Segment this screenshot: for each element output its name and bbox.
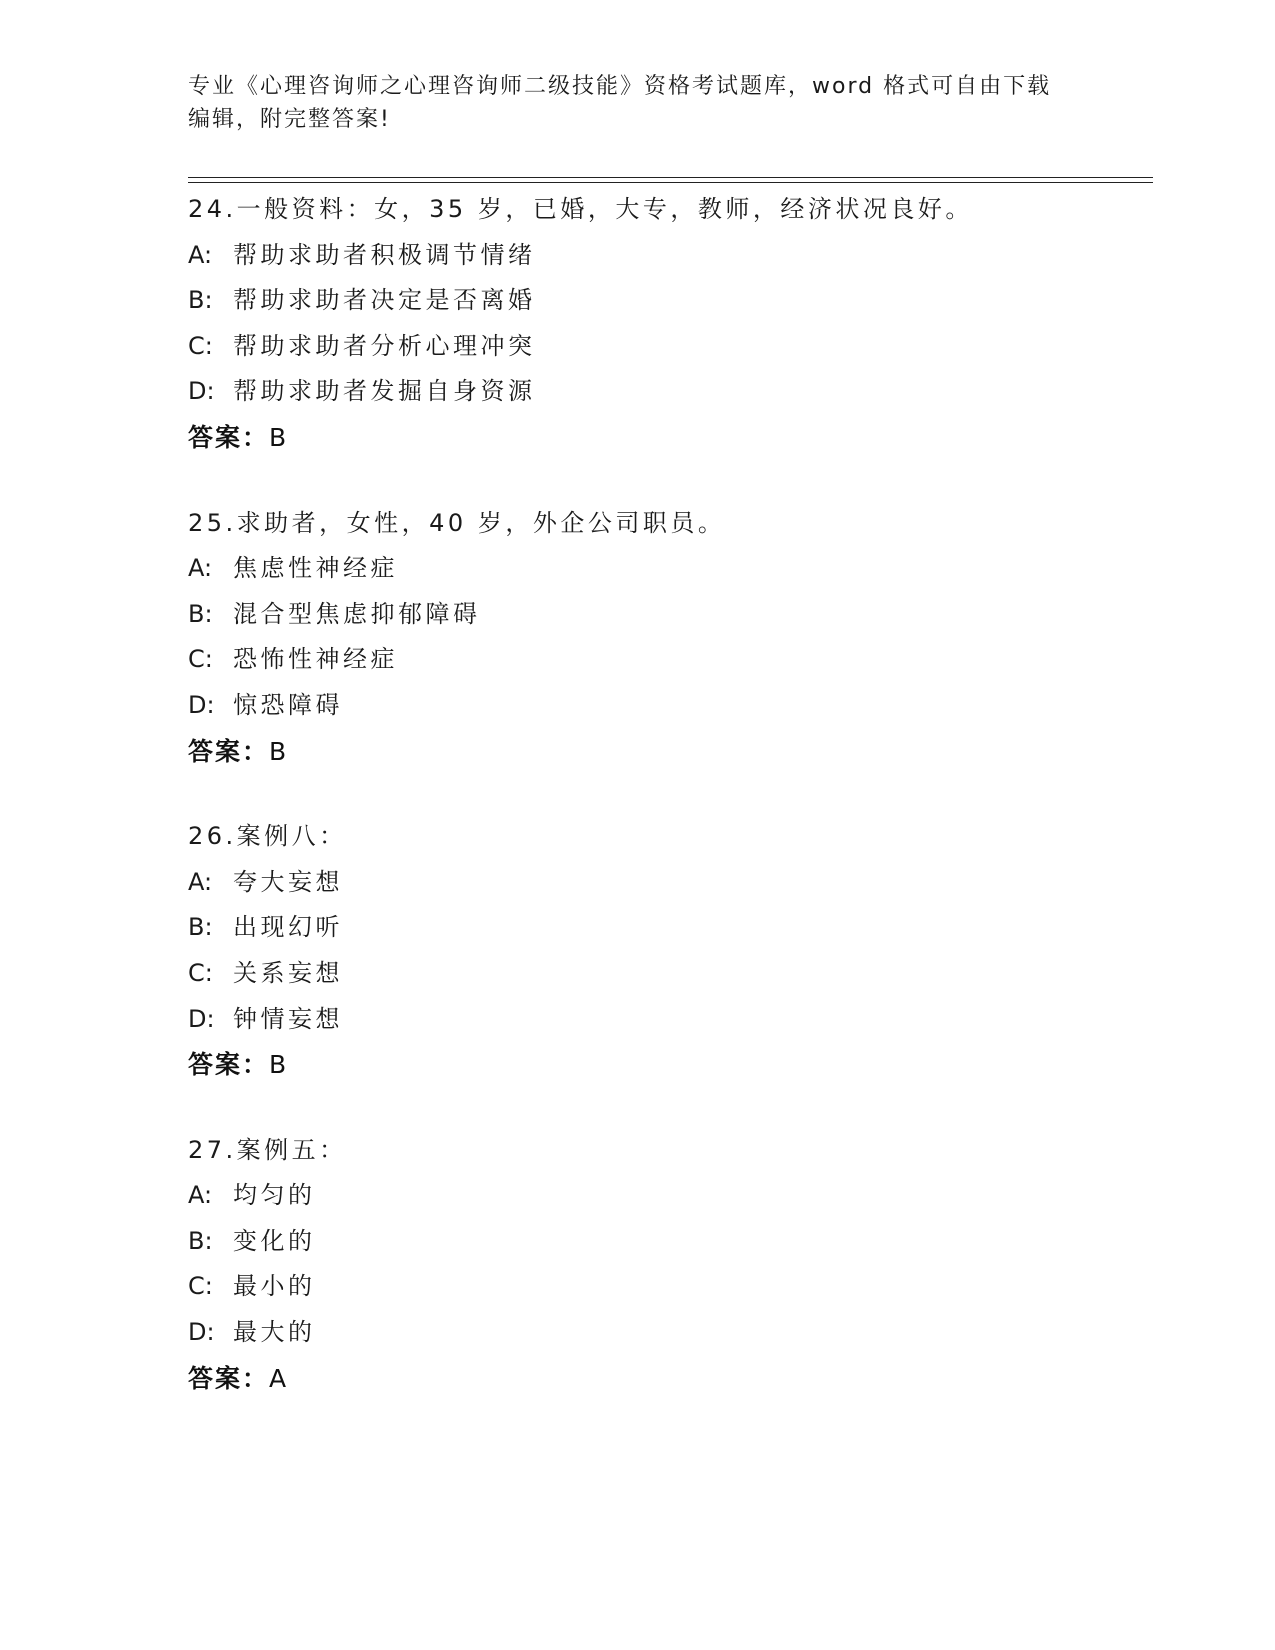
option-c — [188, 324, 1153, 370]
question-25 — [188, 501, 1153, 775]
question-stem: 25.求助者，女性，40 岁，外企公司职员。 — [188, 508, 726, 537]
option-letter: D: — [188, 1318, 215, 1347]
header-line-1: 专业《心理咨询师之心理咨询师二级技能》资格考试题库，word 格式可自由下载 — [188, 74, 1052, 99]
option-b — [188, 1219, 1153, 1265]
option-letter: B: — [188, 599, 213, 628]
answer-value: A — [269, 1363, 287, 1393]
option-letter: D: — [188, 377, 215, 406]
option-letter: B: — [188, 1226, 213, 1255]
document-header — [188, 70, 1068, 136]
answer-value: B — [269, 1050, 287, 1080]
question-stem: 24.一般资料：女，35 岁，已婚，大专，教师，经济状况良好。 — [188, 195, 973, 223]
answer-value: B — [269, 422, 287, 452]
question-24 — [188, 187, 1153, 461]
answer-label: 答案： — [188, 422, 270, 452]
answer-value: B — [269, 736, 287, 766]
option-letter: D: — [188, 1004, 215, 1033]
option-letter: A: — [188, 240, 213, 269]
option-a — [188, 233, 1153, 279]
option-letter: C: — [188, 1272, 213, 1301]
option-text: 惊恐障碍 — [233, 690, 343, 719]
option-text: 变化的 — [233, 1226, 316, 1255]
option-b — [188, 905, 1153, 951]
option-letter: C: — [188, 645, 213, 674]
option-b — [188, 592, 1153, 638]
option-d — [188, 683, 1153, 729]
answer-label: 答案： — [188, 1050, 270, 1080]
option-letter: B: — [188, 286, 213, 315]
option-text: 焦虑性神经症 — [233, 554, 398, 583]
option-letter: A: — [188, 867, 213, 896]
option-letter: D: — [188, 690, 215, 719]
option-c — [188, 951, 1153, 997]
option-text: 恐怖性神经症 — [233, 645, 398, 674]
option-text: 帮助求助者积极调节情绪 — [233, 240, 536, 269]
option-letter: A: — [188, 554, 213, 583]
option-d — [188, 1310, 1153, 1356]
question-stem: 26.案例八： — [188, 822, 347, 851]
option-letter: B: — [188, 913, 213, 942]
option-d — [188, 369, 1153, 415]
option-a — [188, 1173, 1153, 1219]
answer-label: 答案： — [188, 1363, 270, 1393]
option-text: 帮助求助者发掘自身资源 — [233, 377, 536, 406]
option-text: 混合型焦虑抑郁障碍 — [233, 599, 481, 628]
option-text: 钟情妄想 — [233, 1004, 343, 1033]
question-26 — [188, 814, 1153, 1088]
option-b — [188, 278, 1153, 324]
question-27 — [188, 1128, 1153, 1402]
option-text: 出现幻听 — [233, 913, 343, 942]
option-a — [188, 546, 1153, 592]
option-c — [188, 637, 1153, 683]
header-line-2: 编辑，附完整答案! — [188, 107, 391, 132]
option-letter: C: — [188, 958, 213, 987]
answer-line — [188, 415, 1153, 461]
option-text: 均匀的 — [233, 1181, 316, 1210]
question-stem: 27.案例五： — [188, 1135, 347, 1164]
option-a — [188, 860, 1153, 906]
option-letter: A: — [188, 1181, 213, 1210]
answer-line — [188, 1356, 1153, 1402]
option-letter: C: — [188, 331, 213, 360]
option-text: 帮助求助者分析心理冲突 — [233, 331, 536, 360]
option-text: 最小的 — [233, 1272, 316, 1301]
option-d — [188, 997, 1153, 1043]
answer-line — [188, 1042, 1153, 1088]
option-text: 帮助求助者决定是否离婚 — [233, 286, 536, 315]
option-text: 夸大妄想 — [233, 867, 343, 896]
option-text: 关系妄想 — [233, 958, 343, 987]
option-text: 最大的 — [233, 1318, 316, 1347]
answer-label: 答案： — [188, 736, 270, 766]
option-c — [188, 1264, 1153, 1310]
header-divider-bottom — [188, 182, 1153, 183]
answer-line — [188, 729, 1153, 775]
header-divider-top — [188, 177, 1153, 178]
question-list — [188, 187, 1153, 1441]
